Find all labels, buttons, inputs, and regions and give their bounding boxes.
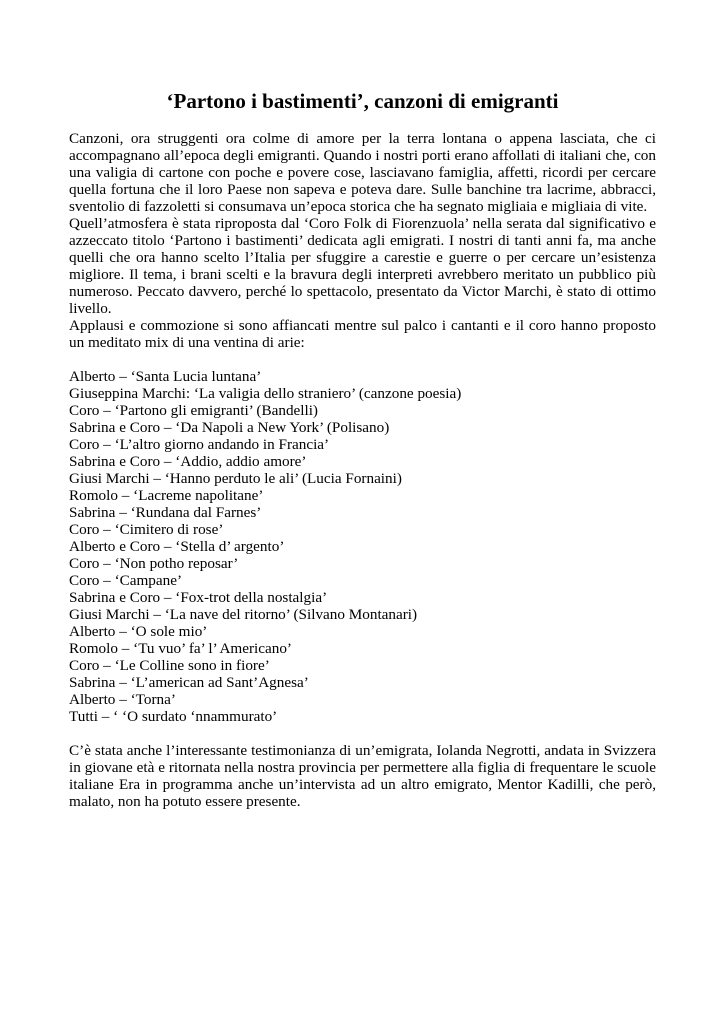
song-item: Coro – ‘Partono gli emigranti’ (Bandelli) [69,402,318,419]
song-item: Coro – ‘Non potho reposar’ [69,555,239,572]
song-item: Coro – ‘L’altro giorno andando in Francia’ [69,436,330,453]
song-item: Coro – ‘Campane’ [69,572,183,589]
song-item: Alberto – ‘Torna’ [69,691,176,708]
song-item: Sabrina – ‘L’american ad Sant’Agnesa’ [69,674,309,691]
intro-paragraph: Canzoni, ora struggenti ora colme di amore per la terra lontana o appena lasciata, che ci accompagnano all’epoca degli emigranti. Quando i nostri porti erano affollati di italiani che, con una valigia di cartone con poche e povere cose, lasciavano famiglia, affetti, ricordi per cercare quella fortuna che il loro Paese non sapeva e poteva dare. Sulle banchine tra lacrime, abbracci, sventolio di fazzoletti si consumava un’epoca storica che ha segnato migliaia e migliaia di vite. [69,130,656,215]
song-item: Sabrina e Coro – ‘Fox-trot della nostalgia’ [69,589,328,606]
song-item: Sabrina e Coro – ‘Da Napoli a New York’ (Polisano) [69,419,390,436]
song-item: Giuseppina Marchi: ‘La valigia dello straniero’ (canzone poesia) [69,385,462,402]
program-intro-paragraph: Applausi e commozione si sono affiancati mentre sul palco i cantanti e il coro hanno proposto un meditato mix di una ventina di arie: [69,317,656,351]
song-list [69,368,656,725]
song-item: Tutti – ‘ ‘O surdato ‘nnammurato’ [69,708,278,725]
song-item: Coro – ‘Cimitero di rose’ [69,521,224,538]
song-item: Alberto – ‘Santa Lucia luntana’ [69,368,262,385]
song-item: Giusi Marchi – ‘La nave del ritorno’ (Silvano Montanari) [69,606,418,623]
song-item: Romolo – ‘Tu vuo’ fa’ l’ Americano’ [69,640,292,657]
closing-paragraph: C’è stata anche l’interessante testimonianza di un’emigrata, Iolanda Negrotti, andata in Svizzera in giovane età e ritornata nella nostra provincia per permettere alla figlia di frequentare le scuole italiane Era in programma anche un’intervista ad un altro emigrato, Mentor Kadilli, che però, malato, non ha potuto essere presente. [69,742,656,810]
song-item: Sabrina – ‘Rundana dal Farnes’ [69,504,262,521]
song-item: Alberto – ‘O sole mio’ [69,623,208,640]
document-page [69,88,656,810]
song-item: Alberto e Coro – ‘Stella d’ argento’ [69,538,285,555]
song-item: Sabrina e Coro – ‘Addio, addio amore’ [69,453,307,470]
song-item: Romolo – ‘Lacreme napolitane’ [69,487,264,504]
article-title: ‘Partono i bastimenti’, canzoni di emigranti [166,89,559,113]
song-item: Coro – ‘Le Colline sono in fiore’ [69,657,270,674]
song-item: Giusi Marchi – ‘Hanno perduto le ali’ (Lucia Fornaini) [69,470,402,487]
event-paragraph: Quell’atmosfera è stata riproposta dal ‘Coro Folk di Fiorenzuola’ nella serata dal significativo e azzeccato titolo ‘Partono i bastimenti’ dedicata agli emigrati. I nostri di tanti anni fa, ma anche quelli che ora hanno scelto l’Italia per sfuggire a carestie e guerre o per cercare un’esistenza migliore. Il tema, i brani scelti e la bravura degli interpreti avrebbero meritato un pubblico più numeroso. Peccato davvero, perché lo spettacolo, presentato da Victor Marchi, è stato di ottimo livello. [69,215,656,317]
